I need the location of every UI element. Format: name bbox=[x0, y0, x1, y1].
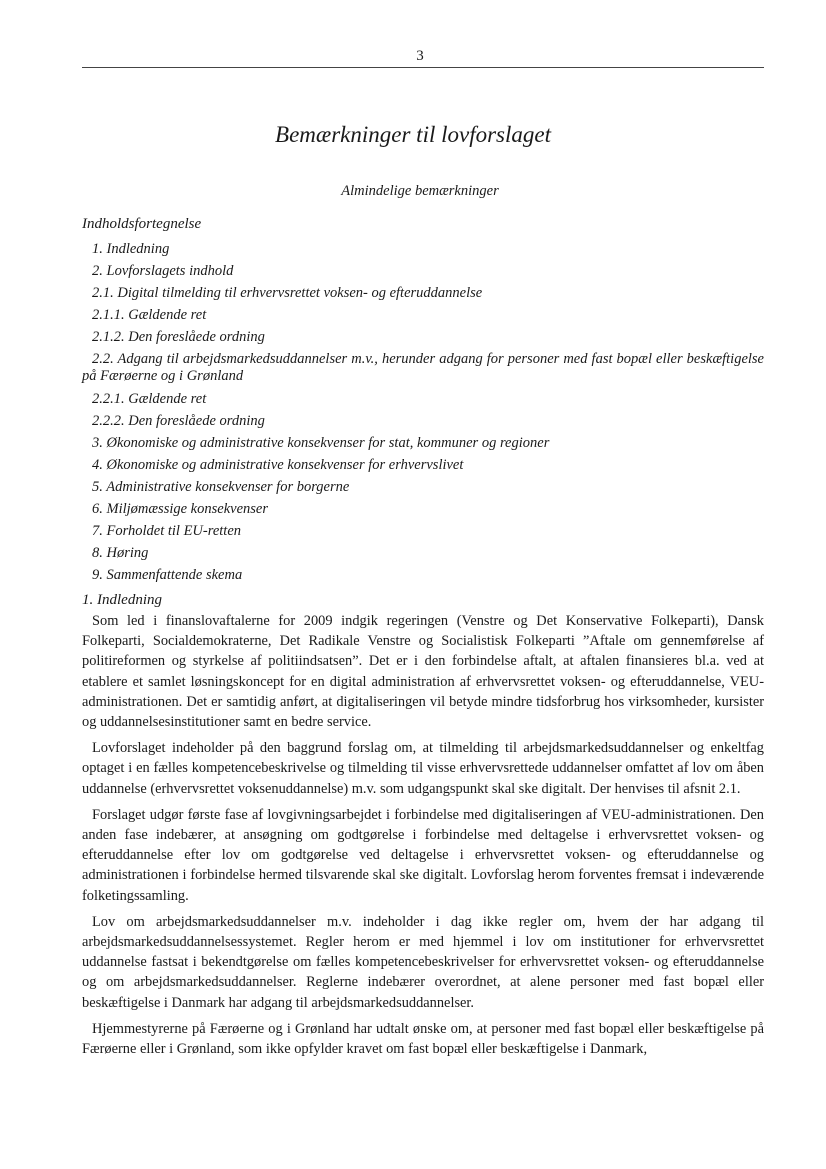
document-title: Bemærkninger til lovforslaget bbox=[275, 122, 551, 147]
paragraph: Lovforslaget indeholder på den baggrund forslag om, at tilmelding til arbejdsmarkedsuddannelser og enkeltfag optaget i en fælles kompetencebeskrivelse og tilmelding til visse erhvervsrettede uddannelser omfattet af lov om åben uddannelse (erhvervsrettet voksenuddannelse) m.v. som udgangspunkt skal ske digitalt. Der henvises til afsnit 2.1. bbox=[82, 740, 764, 797]
toc-item bbox=[82, 348, 764, 388]
toc-item: 2.2.1. Gældende ret bbox=[92, 391, 207, 407]
toc-item: 2.2.2. Den foreslåede ordning bbox=[92, 413, 265, 429]
header-rule bbox=[82, 67, 764, 68]
toc-item: 2.1.2. Den foreslåede ordning bbox=[92, 329, 265, 345]
paragraph: Forslaget udgør første fase af lovgivningsarbejdet i forbindelse med digitaliseringen af VEU-administrationen. Den anden fase indebærer, at ansøgning om godtgørelse i forbindelse med deltagelse i erhvervsrettet voksen- og efteruddannelse efter lov om godtgørelse ved deltagelse i erhvervsrettet voksen- og efteruddannelse og administrationen i forbindelse hermed tilsvarende skal ske digitalt. Lovforslag herom forventes fremsat i indeværende folketingssamling. bbox=[82, 806, 764, 904]
paragraph: Lov om arbejdsmarkedsuddannelser m.v. indeholder i dag ikke regler om, hvem der har adgang til arbejdsmarkedsuddannelsessystemet. Regler herom er med hjemmel i lov om institutioner for erhvervsrettet uddannelse fastsat i bekendtgørelse om fælles kompetencebeskrivelser for erhvervsrettet voksen- og efteruddannelse og om arbejdsmarkedsuddannelser. Reglerne indebærer overordnet, at alene personer med fast bopæl eller beskæftigelse i Danmark har adgang til arbejdsmarkedsuddannelser. bbox=[82, 913, 764, 1011]
toc-item: 7. Forholdet til EU-retten bbox=[92, 523, 242, 539]
table-of-contents bbox=[82, 238, 764, 586]
paragraph: Hjemmestyrerne på Færøerne og i Grønland har udtalt ønske om, at personer med fast bopæl eller beskæftigelse på Færøerne eller i Grønland, som ikke opfylder kravet om fast bopæl eller beskæftigelse i Danmark, bbox=[82, 1020, 764, 1058]
toc-item: 9. Sammenfattende skema bbox=[92, 567, 243, 583]
toc-item: 6. Miljømæssige konsekvenser bbox=[92, 501, 268, 517]
toc-item: 1. Indledning bbox=[92, 241, 170, 257]
paragraph: Som led i finanslovaftalerne for 2009 indgik regeringen (Venstre og Det Konservative Folkeparti), Dansk Folkeparti, Socialdemokraterne, Det Radikale Venstre og Socialistisk Folkeparti ”Aftale om gennemførelse af politireformen og styrkelse af politiindsatsen”. Det er i den forbindelse aftalt, at aftalen finansieres bl.a. ved at etablere et samlet løsningskoncept for en digital administration af erhvervsrettet voksen- og efteruddannelse, VEU-administrationen. Det er samtidig anført, at digitaliseringen vil betyde mindre tidsforbrug hos virksomheder, kursister og uddannelsesinstitutioner samt en bedre service. bbox=[82, 613, 764, 731]
toc-item: 2. Lovforslagets indhold bbox=[92, 263, 234, 279]
toc-item: 2.1. Digital tilmelding til erhvervsrettet voksen- og efteruddannelse bbox=[92, 285, 483, 301]
section-introduction bbox=[82, 589, 764, 1065]
toc-heading: Indholdsfortegnelse bbox=[82, 216, 202, 232]
toc-item: 5. Administrative konsekvenser for borgerne bbox=[92, 479, 350, 495]
page-number: 3 bbox=[416, 48, 424, 64]
document-subtitle: Almindelige bemærkninger bbox=[341, 183, 499, 199]
toc-item-text: 2.2. Adgang til arbejdsmarkedsuddannelser m.v., herunder adgang for personer med fast bopæl eller beskæftigelse på Færøerne og i Grønland bbox=[82, 351, 764, 384]
section-heading: 1. Indledning bbox=[82, 592, 162, 608]
toc-item: 8. Høring bbox=[92, 545, 149, 561]
toc-item: 2.1.1. Gældende ret bbox=[92, 307, 207, 323]
toc-item: 4. Økonomiske og administrative konsekvenser for erhvervslivet bbox=[92, 457, 464, 473]
toc-item: 3. Økonomiske og administrative konsekvenser for stat, kommuner og regioner bbox=[92, 435, 550, 451]
